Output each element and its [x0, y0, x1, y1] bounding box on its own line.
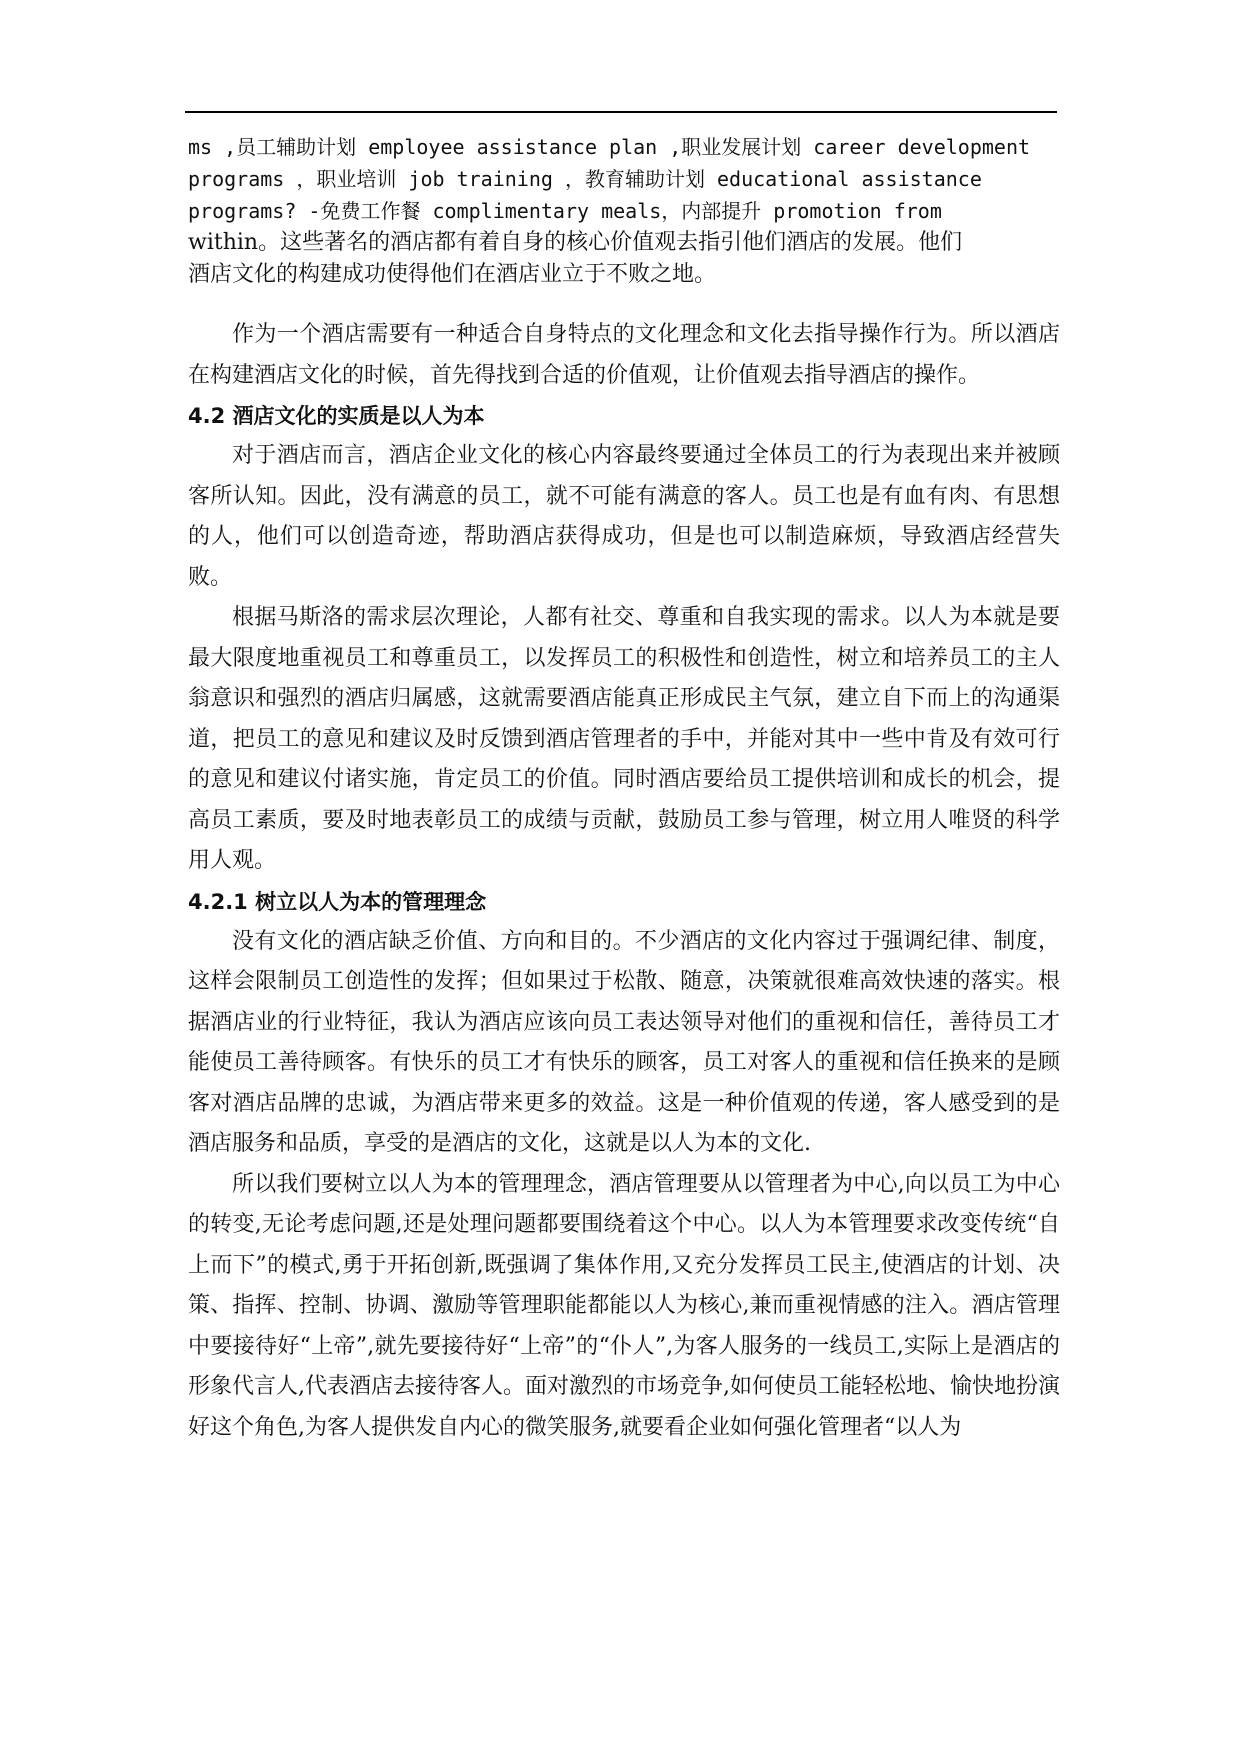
section-heading-4-2-1: 4.2.1 树立以人为本的管理理念	[188, 889, 487, 914]
intro-line: programs? -免费工作餐 complimentary meals，内部提升 promotion from	[188, 199, 942, 223]
paragraph: 没有文化的酒店缺乏价值、方向和目的。不少酒店的文化内容过于强调纪律、制度，这样会限制员工创造性的发挥；但如果过于松散、随意，决策就很难高效快速的落实。根据酒店业的行业特征，我认为酒店应该向员工表达领导对他们的重视和信任，善待员工才能使员工善待顾客。有快乐的员工才有快乐的顾客，员工对客人的重视和信任换来的是顾客对酒店品牌的忠诚，为酒店带来更多的效益。这是一种价值观的传递，客人感受到的是酒店服务和品质，享受的是酒店的文化，这就是以人为本的文化.	[188, 928, 1060, 1156]
intro-line: 酒店文化的构建成功使得他们在酒店业立于不败之地。	[188, 262, 717, 287]
document-page	[188, 131, 1060, 1448]
paragraph: 根据马斯洛的需求层次理论，人都有社交、尊重和自我实现的需求。以人为本就是要最大限度地重视员工和尊重员工，以发挥员工的积极性和创造性，树立和培养员工的主人翁意识和强烈的酒店归属感，这就需要酒店能真正形成民主气氛，建立自下而上的沟通渠道，把员工的意见和建议及时反馈到酒店管理者的手中，并能对其中一些中肯及有效可行的意见和建议付诸实施，肯定员工的价值。同时酒店要给员工提供培训和成长的机会，提高员工素质，要及时地表彰员工的成绩与贡献，鼓励员工参与管理，树立用人唯贤的科学用人观。	[188, 605, 1060, 873]
intro-line: within。这些著名的酒店都有着自身的核心价值观去指引他们酒店的发展。他们	[188, 230, 963, 255]
paragraph: 所以我们要树立以人为本的管理理念，酒店管理要从以管理者为中心,向以员工为中心的转变,无论考虑问题,还是处理问题都要围绕着这个中心。以人为本管理要求改变传统“自上而下”的模式,勇于开拓创新,既强调了集体作用,又充分发挥员工民主,使酒店的计划、决策、指挥、控制、协调、激励等管理职能都能以人为核心,兼而重视情感的注入。酒店管理中要接待好“上帝”,就先要接待好“上帝”的“仆人”,为客人服务的一线员工,实际上是酒店的形象代言人,代表酒店去接待客人。面对激烈的市场竞争,如何使员工能轻松地、愉快地扮演好这个角色,为客人提供发自内心的微笑服务,就要看企业如何强化管理者“以人为	[188, 1171, 1060, 1440]
section-heading-4-2: 4.2 酒店文化的实质是以人为本	[188, 404, 485, 428]
paragraph-culture: 作为一个酒店需要有一种适合自身特点的文化理念和文化去指导操作行为。所以酒店在构建酒店文化的时候，首先得找到合适的价值观，让价值观去指导酒店的操作。	[188, 322, 1060, 388]
paragraph: 对于酒店而言，酒店企业文化的核心内容最终要通过全体员工的行为表现出来并被顾客所认知。因此，没有满意的员工，就不可能有满意的客人。员工也是有血有肉、有思想的人，他们可以创造奇迹，帮助酒店获得成功，但是也可以制造麻烦，导致酒店经营失败。	[188, 443, 1060, 590]
intro-line: programs ，职业培训 job training ，教育辅助计划 educational assistance	[188, 167, 982, 191]
intro-block	[188, 131, 1060, 291]
intro-line: ms ,员工辅助计划 employee assistance plan ,职业发展计划 career development	[188, 135, 1031, 159]
header-rule	[185, 111, 1057, 113]
